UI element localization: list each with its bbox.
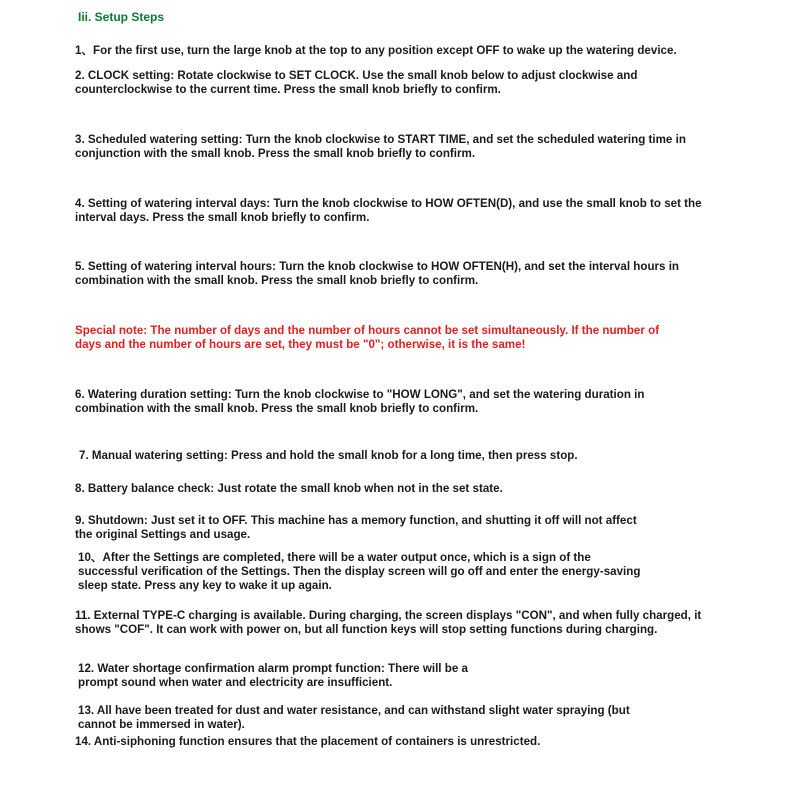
special-note-line-1: Special note: The number of days and the number of hours cannot be set simultaneously. If the number of [75, 324, 660, 337]
step-6-line-1: 6. Watering duration setting: Turn the knob clockwise to "HOW LONG", and set the watering duration in [75, 388, 645, 401]
step-9-line-2: the original Settings and usage. [75, 528, 251, 541]
step-12 [78, 662, 468, 690]
step-10-line-2: successful verification of the Settings. Then the display screen will go off and enter the energy-saving [78, 565, 641, 578]
step-6-line-2: combination with the small knob. Press the small knob briefly to confirm. [75, 402, 479, 415]
step-5-line-1: 5. Setting of watering interval hours: Turn the knob clockwise to HOW OFTEN(H), and set the interval hours in [75, 260, 680, 273]
step-4-line-1: 4. Setting of watering interval days: Turn the knob clockwise to HOW OFTEN(D), and use the small knob to set the [75, 197, 702, 210]
step-2-line-2: counterclockwise to the current time. Press the small knob briefly to confirm. [75, 83, 501, 96]
step-10 [78, 551, 640, 593]
step-2-line-1: 2. CLOCK setting: Rotate clockwise to SET CLOCK. Use the small knob below to adjust clockwise and [75, 69, 638, 82]
step-7-line-1: 7. Manual watering setting: Press and hold the small knob for a long time, then press stop. [79, 449, 578, 462]
step-11-line-1: 11. External TYPE-C charging is available. During charging, the screen displays "CON", and when fully charged, it [75, 609, 702, 622]
step-5-line-2: combination with the small knob. Press the small knob briefly to confirm. [75, 274, 479, 287]
step-13-line-1: 13. All have been treated for dust and water resistance, and can withstand slight water spraying (but [78, 704, 630, 717]
step-8-line-1: 8. Battery balance check: Just rotate the small knob when not in the set state. [75, 482, 503, 495]
step-3-line-2: conjunction with the small knob. Press the small knob briefly to confirm. [75, 147, 476, 160]
step-4-line-2: interval days. Press the small knob briefly to confirm. [75, 211, 370, 224]
step-12-line-2: prompt sound when water and electricity are insufficient. [78, 676, 393, 689]
special-note-line-2: days and the number of hours are set, they must be "0"; otherwise, it is the same! [75, 338, 526, 351]
step-7 [79, 449, 578, 463]
special-note [75, 324, 659, 352]
step-1 [75, 44, 677, 58]
step-9 [75, 514, 637, 542]
step-11-line-2: shows "COF". It can work with power on, but all function keys will stop setting functions during charging. [75, 623, 658, 636]
step-10-line-3: sleep state. Press any key to wake it up again. [78, 579, 332, 592]
step-11 [75, 609, 701, 637]
step-13 [78, 704, 630, 732]
step-10-line-1: 10、After the Settings are completed, there will be a water output once, which is a sign of the [78, 551, 591, 564]
step-14 [75, 735, 540, 749]
step-4 [75, 197, 702, 225]
step-2 [75, 69, 637, 97]
step-13-line-2: cannot be immersed in water). [78, 718, 245, 731]
step-5 [75, 260, 679, 288]
step-9-line-1: 9. Shutdown: Just set it to OFF. This machine has a memory function, and shutting it off will not affect [75, 514, 637, 527]
step-6 [75, 388, 644, 416]
step-3 [75, 133, 686, 161]
step-14-line-1: 14. Anti-siphoning function ensures that the placement of containers is unrestricted. [75, 735, 541, 748]
step-1-line-1: 1、For the first use, turn the large knob at the top to any position except OFF to wake up the watering device. [75, 44, 677, 57]
section-heading: Iii. Setup Steps [78, 10, 165, 24]
step-12-line-1: 12. Water shortage confirmation alarm prompt function: There will be a [78, 662, 468, 675]
step-8 [75, 482, 503, 496]
step-3-line-1: 3. Scheduled watering setting: Turn the knob clockwise to START TIME, and set the scheduled watering time in [75, 133, 686, 146]
